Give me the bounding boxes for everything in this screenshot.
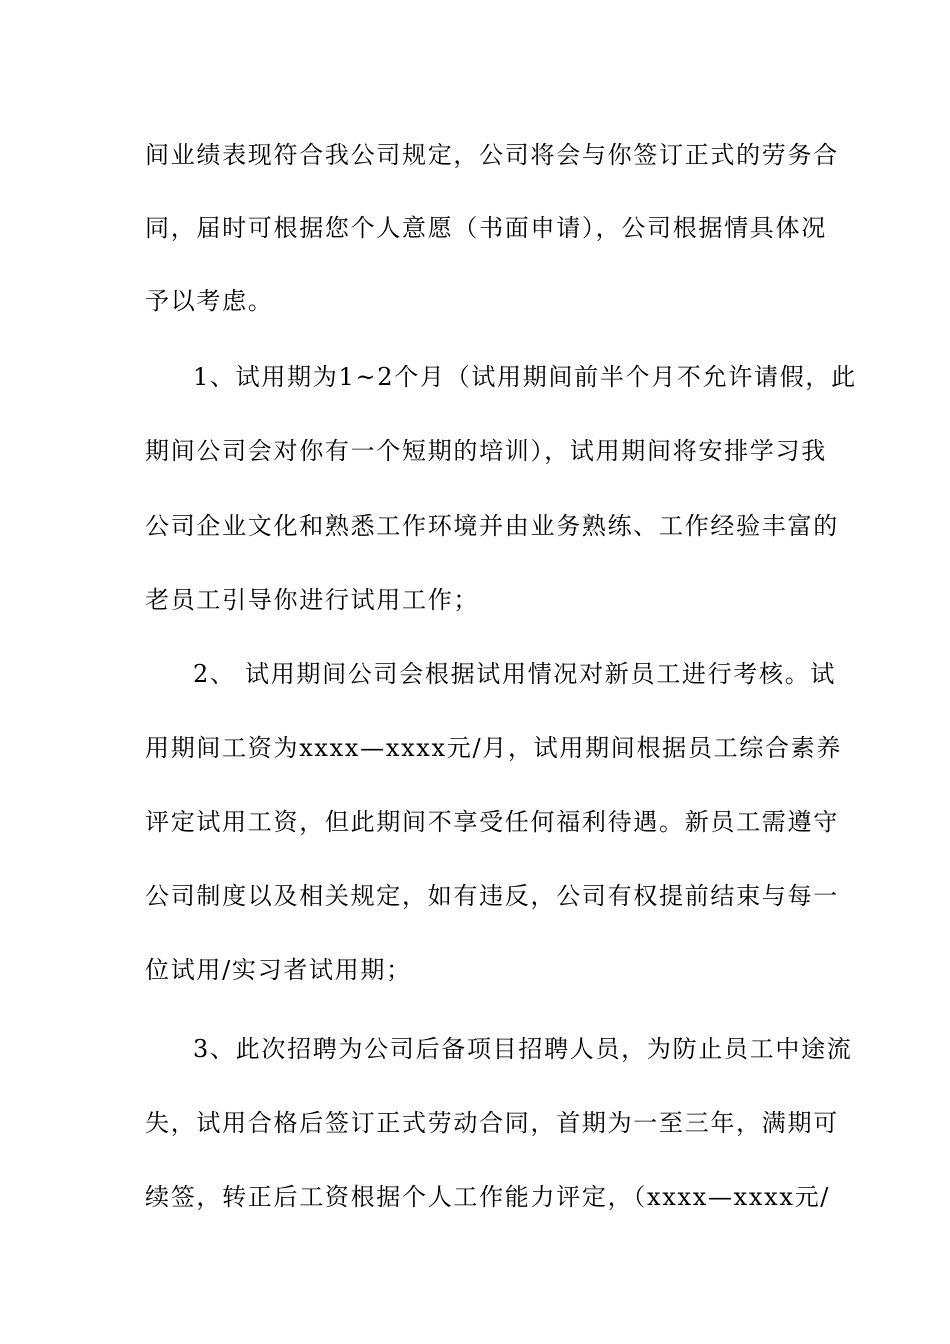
list-item-1-line: 1、试用期为1~2个月（试用期间前半个月不允许请假，此	[193, 363, 857, 391]
paragraph-line: 评定试用工资，但此期间不享受任何福利待遇。新员工需遵守	[145, 808, 839, 836]
paragraph-line: 公司制度以及相关规定，如有违反，公司有权提前结束与每一	[145, 882, 839, 910]
paragraph-line: 同，届时可根据您个人意愿（书面申请），公司根据情具体况	[145, 214, 827, 242]
paragraph-line: 期间公司会对你有一个短期的培训），试用期间将安排学习我	[145, 437, 827, 465]
list-item-3-line: 3、此次招聘为公司后备项目招聘人员，为防止员工中途流	[193, 1035, 853, 1063]
list-item-2-line: 2、 试用期间公司会根据试用情况对新员工进行考核。试	[193, 660, 837, 688]
paragraph-line: 间业绩表现符合我公司规定，公司将会与你签订正式的劳务合	[145, 141, 839, 169]
paragraph-line: 用期间工资为xxxx—xxxx元/月，试用期间根据员工综合素养	[145, 734, 843, 762]
paragraph-line: 公司企业文化和熟悉工作环境并由业务熟练、工作经验丰富的	[145, 512, 839, 540]
paragraph-line: 老员工引导你进行试用工作；	[145, 586, 480, 614]
paragraph-line: 失，试用合格后签订正式劳动合同，首期为一至三年，满期可	[145, 1109, 839, 1137]
paragraph-line: 续签，转正后工资根据个人工作能力评定，（xxxx—xxxx元/	[145, 1183, 831, 1211]
paragraph-line: 予以考虑。	[145, 287, 274, 315]
paragraph-line: 位试用/实习者试用期；	[145, 956, 412, 984]
